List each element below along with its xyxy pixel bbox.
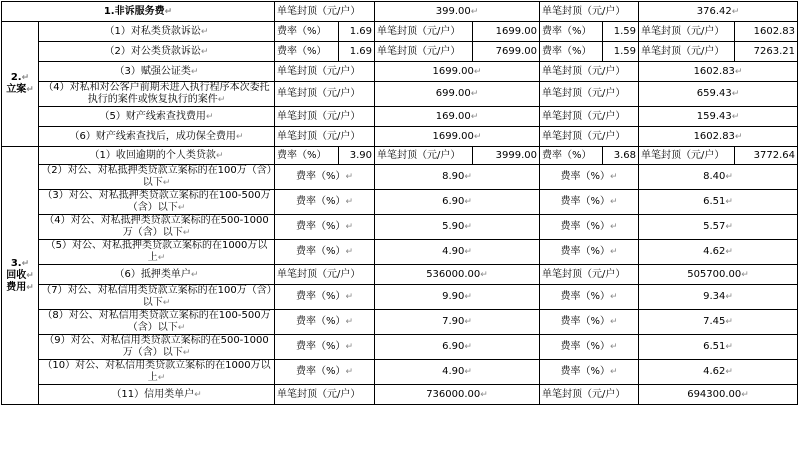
rate-old: 7.90↵ <box>375 310 540 335</box>
table-row <box>2 360 798 385</box>
row-label: （10）对公、对私信用类贷款立案标的在1000万以上↵ <box>39 360 275 385</box>
table-row <box>2 2 798 22</box>
rate-old: 5.90↵ <box>375 215 540 240</box>
row-label: （5）财产线索查找费用↵ <box>39 107 275 127</box>
rate-old: 8.90↵ <box>375 165 540 190</box>
cap-label: 单笔封顶（元/户） <box>540 2 639 22</box>
value-old: 1699.00↵ <box>375 62 540 82</box>
cap-label: 单笔封顶（元/户） <box>275 265 375 285</box>
cap-new: 1602.83 <box>735 22 798 42</box>
rate-label: 费率（%）↵ <box>275 215 375 240</box>
rate-label: 费率（%）↵ <box>275 335 375 360</box>
table-row <box>2 147 798 165</box>
rate-old: 4.90↵ <box>375 240 540 265</box>
cap-label: 单笔封顶（元/户） <box>540 127 639 147</box>
rate-label: 费率（%）↵ <box>540 285 639 310</box>
cap-label: 单笔封顶（元/户） <box>275 385 375 405</box>
table-row <box>2 82 798 107</box>
rate-label: 费率（%）↵ <box>275 360 375 385</box>
rate-new: 6.51↵ <box>639 190 798 215</box>
row-label: （2）对公、对私抵押类贷款立案标的在100万（含）以下↵ <box>39 165 275 190</box>
rate-label: 费率（%） <box>540 147 603 165</box>
rate-old: 1.69 <box>339 22 375 42</box>
table-row <box>2 385 798 405</box>
rate-label: 费率（%） <box>540 22 603 42</box>
row-label: （1）收回逾期的个人类贷款↵ <box>39 147 275 165</box>
rate-label: 费率（%）↵ <box>275 190 375 215</box>
cap-label: 单笔封顶（元/户） <box>375 42 473 62</box>
row-label: （2）对公类贷款诉讼↵ <box>39 42 275 62</box>
rate-new: 6.51↵ <box>639 335 798 360</box>
cap-label: 单笔封顶（元/户） <box>540 385 639 405</box>
rate-new: 1.59 <box>603 42 639 62</box>
table-row <box>2 335 798 360</box>
rate-label: 费率（%）↵ <box>275 310 375 335</box>
rate-label: 费率（%）↵ <box>540 240 639 265</box>
row-label: （6）抵押类单户↵ <box>39 265 275 285</box>
rate-label: 费率（%） <box>275 22 339 42</box>
row-label: （7）对公、对私信用类贷款立案标的在100万（含）以下↵ <box>39 285 275 310</box>
row-label: （11）信用类单户↵ <box>39 385 275 405</box>
cap-label: 单笔封顶（元/户） <box>275 82 375 107</box>
cap-label: 单笔封顶（元/户） <box>639 42 735 62</box>
row-label: 1.非诉服务费↵ <box>2 2 275 22</box>
rate-label: 费率（%）↵ <box>275 240 375 265</box>
table-row <box>2 42 798 62</box>
row-label: （9）对公、对私信用类贷款立案标的在500-1000万（含）以下↵ <box>39 335 275 360</box>
rate-new: 3.68 <box>603 147 639 165</box>
table-row <box>2 127 798 147</box>
group-label: 2.↵ 立案↵ <box>2 22 39 147</box>
rate-old: 4.90↵ <box>375 360 540 385</box>
value-new: 659.43↵ <box>639 82 798 107</box>
rate-label: 费率（%） <box>275 147 339 165</box>
rate-old: 3.90 <box>339 147 375 165</box>
row-label: （4）对私和对公客户前期未进入执行程序本次委托执行的案件或恢复执行的案件↵ <box>39 82 275 107</box>
rate-old: 6.90↵ <box>375 335 540 360</box>
value-new: 505700.00↵ <box>639 265 798 285</box>
table-row <box>2 285 798 310</box>
cap-new: 7263.21 <box>735 42 798 62</box>
table-row <box>2 215 798 240</box>
cap-label: 单笔封顶（元/户） <box>639 147 735 165</box>
rate-new: 4.62↵ <box>639 240 798 265</box>
rate-new: 1.59 <box>603 22 639 42</box>
rate-new: 7.45↵ <box>639 310 798 335</box>
value-old: 699.00↵ <box>375 82 540 107</box>
cap-label: 单笔封顶（元/户） <box>275 2 375 22</box>
table-row <box>2 190 798 215</box>
cap-new: 3772.64 <box>735 147 798 165</box>
table-row <box>2 310 798 335</box>
value-old: 169.00↵ <box>375 107 540 127</box>
rate-old: 6.90↵ <box>375 190 540 215</box>
cap-old: 7699.00 <box>473 42 540 62</box>
value-old: 1699.00↵ <box>375 127 540 147</box>
value-new: 1602.83↵ <box>639 62 798 82</box>
rate-new: 4.62↵ <box>639 360 798 385</box>
fee-table <box>1 1 798 405</box>
cap-label: 单笔封顶（元/户） <box>540 62 639 82</box>
row-label: （3）对公、对私抵押类贷款立案标的在100-500万（含）以下↵ <box>39 190 275 215</box>
row-label: （6）财产线索查找后，成功保全费用↵ <box>39 127 275 147</box>
table-row <box>2 22 798 42</box>
value-old: 536000.00↵ <box>375 265 540 285</box>
row-label: （8）对公、对私信用类贷款立案标的在100-500万（含）以下↵ <box>39 310 275 335</box>
cap-label: 单笔封顶（元/户） <box>275 107 375 127</box>
rate-label: 费率（%）↵ <box>540 360 639 385</box>
cap-label: 单笔封顶（元/户） <box>375 147 473 165</box>
rate-label: 费率（%）↵ <box>275 165 375 190</box>
rate-new: 9.34↵ <box>639 285 798 310</box>
value-new: 376.42↵ <box>639 2 798 22</box>
row-label: （1）对私类贷款诉讼↵ <box>39 22 275 42</box>
value-old: 399.00↵ <box>375 2 540 22</box>
cap-old: 1699.00 <box>473 22 540 42</box>
group-label: 3.↵ 回收↵ 费用↵ <box>2 147 39 405</box>
row-label: （3）赋强公证类↵ <box>39 62 275 82</box>
cap-label: 单笔封顶（元/户） <box>540 265 639 285</box>
table-row <box>2 62 798 82</box>
cap-old: 3999.00 <box>473 147 540 165</box>
value-new: 694300.00↵ <box>639 385 798 405</box>
rate-new: 5.57↵ <box>639 215 798 240</box>
rate-label: 费率（%）↵ <box>275 285 375 310</box>
rate-label: 费率（%）↵ <box>540 310 639 335</box>
table-row <box>2 265 798 285</box>
value-old: 736000.00↵ <box>375 385 540 405</box>
rate-old: 1.69 <box>339 42 375 62</box>
rate-label: 费率（%）↵ <box>540 335 639 360</box>
rate-label: 费率（%）↵ <box>540 190 639 215</box>
table-row <box>2 240 798 265</box>
rate-label: 费率（%） <box>275 42 339 62</box>
table-row <box>2 107 798 127</box>
cap-label: 单笔封顶（元/户） <box>540 107 639 127</box>
cap-label: 单笔封顶（元/户） <box>540 82 639 107</box>
row-label: （4）对公、对私抵押类贷款立案标的在500-1000万（含）以下↵ <box>39 215 275 240</box>
table-row <box>2 165 798 190</box>
rate-label: 费率（%）↵ <box>540 165 639 190</box>
rate-label: 费率（%）↵ <box>540 215 639 240</box>
value-new: 1602.83↵ <box>639 127 798 147</box>
row-label: （5）对公、对私抵押类贷款立案标的在1000万以上↵ <box>39 240 275 265</box>
cap-label: 单笔封顶（元/户） <box>275 62 375 82</box>
rate-label: 费率（%） <box>540 42 603 62</box>
cap-label: 单笔封顶（元/户） <box>275 127 375 147</box>
rate-old: 9.90↵ <box>375 285 540 310</box>
rate-new: 8.40↵ <box>639 165 798 190</box>
value-new: 159.43↵ <box>639 107 798 127</box>
cap-label: 单笔封顶（元/户） <box>375 22 473 42</box>
cap-label: 单笔封顶（元/户） <box>639 22 735 42</box>
